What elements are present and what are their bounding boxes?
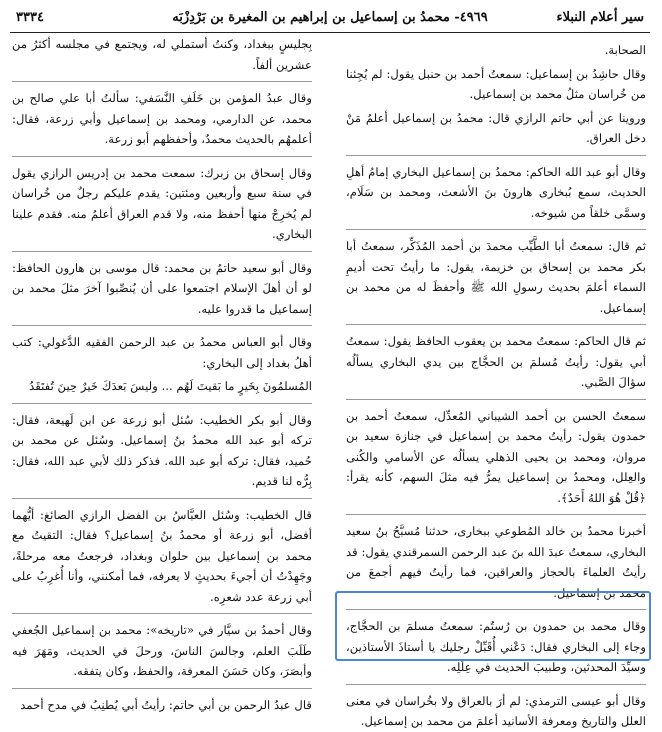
page-header	[10, 6, 650, 33]
divider	[346, 514, 646, 515]
paragraph: أخبرنا محمدُ بن خالد المُطوعي ببخارى، حدثنا مُسبَّحُ بنُ سعيد البخاري، سمعتُ عبدَ الله بنَ عبد الرحمن السمرقندي يقول: قد رأيتُ العلماءَ بالحجاز والعراقين، فما رأيتُ فيهم أجمعَ من محمد بن إسماعيل.	[346, 524, 646, 600]
divider	[346, 155, 646, 156]
highlighted-paragraph: وقال محمد بن حمدون بن رُستُم: سمعتُ مسلمَ بن الحجَّاج، وجاء إلى البخاري فقال: دَعْني أُقَبِّلْ رجليك يا أستاذَ الأستاذين، وسيِّدَ المحدثين، وطبيبَ الحديث في عِلَلِه.	[346, 619, 646, 674]
paragraph: بِجليسٍ ببغداد، وكنتُ أستملي له، ويجتمع في مجلسه أكثرُ من عشرين ألفاً.	[12, 37, 312, 72]
paragraph: قال عبدُ الرحمن بن أبي حاتم: رأيتُ أبي يُطنِبُ في مدح أحمد	[20, 697, 312, 712]
paragraph: وقال عبدُ المؤمن بن خَلَفِ النَّسَفي: سألتُ أبا علي صالح بن محمد، عن الدارمي، ومحمد بن إسماعيل وأبي زرعة، فقال: أعلمهُم بالحديث محمدٌ، وأحفظهم أبو زرعة.	[12, 91, 312, 146]
divider	[12, 403, 312, 404]
divider	[346, 684, 646, 685]
paragraph: ثم قال الحاكم: سمعتُ محمد بن يعقوب الحافظ يقول: سمعتُ أبي يقول: رأيتُ مُسلمَ بن الحجَّاج بين يدي البخاري يسألُه سؤالَ الصَّبي.	[346, 334, 646, 389]
chapter-heading: ٤٩٦٩- محمدُ بن إسماعيل بن إبراهيم بن المغيرة بن بَرْدِزْبَه	[172, 10, 488, 25]
divider	[346, 324, 646, 325]
divider	[12, 81, 312, 82]
paragraph: وقال أحمدُ بن سيَّار في «تاريخه»: محمد بن إسماعيل الجُعفي طَلَبَ العلم، وجالسَ الناسَ، ورحلَ في الحديث، ومَهَرَ فيه وأبصَرَ، وكان حَسَنَ المعرفة، والحفظ، وكان يتفقه.	[12, 623, 312, 678]
divider	[12, 613, 312, 614]
divider	[346, 399, 646, 400]
paragraph: وقال إسحاق بن زبرك: سمعت محمد بن إدريس الرازي يقول في سنة سبع وأربعين ومئتين: يقدم عليكم رجلٌ من خُراسان لم يُخرِجْ منها أحفظ منه، ولا قدم العراق أعلمُ منه. فقدم علينا البخاري.	[12, 165, 312, 241]
book-title: سير أعلام النبلاء	[556, 10, 644, 25]
paragraph: وقال أبو عبد الله الحاكم: محمدُ بن إسماعيل البخاري إمامُ أهلِ الحديث، سمع بُبخارى هارونَ بنَ الأشعث، ومحمد بن سَلَام، وسمَّى خلقاً من شيوخه.	[346, 164, 646, 220]
left-column	[12, 34, 312, 712]
paragraph: وقال حاشِدُ بن إسماعيل: سمعتُ أحمد بن حنبل يقول: لم يُجِئنا من خُراسان مثلُ محمد بن إسماعيل.	[346, 66, 646, 101]
divider	[346, 229, 646, 230]
paragraph: ثم قال: سمعتُ أبا الطَّيِّب محمدَ بن أحمد المُذَكِّر، سمعتُ أبا بكر محمد بن إسحاق بن خزيمة، يقول: ما رأيتُ تحت أديمِ السماء أعلمَ بحديث رسولِ الله ﷺ وأحفظَ له من محمد بن إسماعيل.	[346, 239, 646, 315]
paragraph: وقال أبو عيسى الترمذي: لم أرَ بالعراق ولا بخُراسان في معنى العلل والتاريخ ومعرفة الأسانيد أعلمَ من محمد بن إسماعيل.	[346, 693, 646, 728]
highlight-box	[335, 591, 651, 661]
paragraph: وروينا عن أبي حاتم الرازي قال: محمدُ بن إسماعيل أعلمُ مَنْ دخل العراق.	[346, 110, 646, 145]
paragraph: وقال أبو سعيد حاتمُ بن محمد: قال موسى بن هارون الحافظ: لو أن أهلَ الإسلام اجتمعوا على أن يُنصِّبوا آخرَ مثلَ محمد بن إسماعيل ما قدروا عليه.	[12, 260, 312, 316]
divider	[12, 688, 312, 689]
divider	[12, 498, 312, 499]
page-number: ٣٣٣٤	[16, 10, 44, 25]
paragraph: وقال أبو العباس محمدُ بن عبد الرحمن الفقيه الدَّغولي: كتب أهلُ بغداد إلى البخاري:	[12, 335, 312, 370]
divider	[12, 325, 312, 326]
paragraph: قال الخطيب: وسُئل العبَّاسُ بن الفضل الرازي الصائغ: أيُّهما أفضل، أبو زرعة أو محمدُ بنُ إسماعيل؟ فقال: التقيتُ مع محمد بن إسماعيل بين حلوان وبغداد، فرجعتُ معه مرحلةً، وجَهِدْتُ أن أجيءَ بحديثٍ لا يعرفه، فما أمكنني، وأنا أُغرِبُ على أبي زرعة عدد شعرِه.	[12, 507, 312, 604]
divider	[12, 156, 312, 157]
paragraph: الصحابة.	[604, 43, 646, 57]
paragraph: سمعتُ الحسن بن أحمد الشيباني المُعدِّل، سمعتُ أحمد بن حمدون يقول: رأيتُ محمد بن إسماعيل في جنازة سعيد بن مروان، ومحمد بن يحيى الذهلي يسألُه عن الأسامي والكُنى والعِلل، ومحمدُ بن إسماعيل يمرُّ فيه مثلَ السهم، كأنه يقرأ: ﴿قُلْ هُوَ اللهُ أَحَدٌ﴾.	[346, 408, 646, 505]
paragraph: وقال أبو بكر الخطيب: سُئل أبو زرعة عن ابن لَهيعة، فقال: تركه أبو عبد الله محمدُ بنُ إسماعيل. وسُئل عن محمد بن حُميد، فقال: تركه أبو عبد الله. فذكر ذلك لأبي عبد الله، فقال: بِرُّه لنا قديم.	[12, 412, 312, 488]
poetry-verse: المُسلمُونَ بِخَيرٍ ما بَقيتَ لَهُم ... وليسَ بَعدَكَ خَيرٌ حِينَ تُفتَقَدُ	[29, 379, 312, 393]
divider	[12, 251, 312, 252]
